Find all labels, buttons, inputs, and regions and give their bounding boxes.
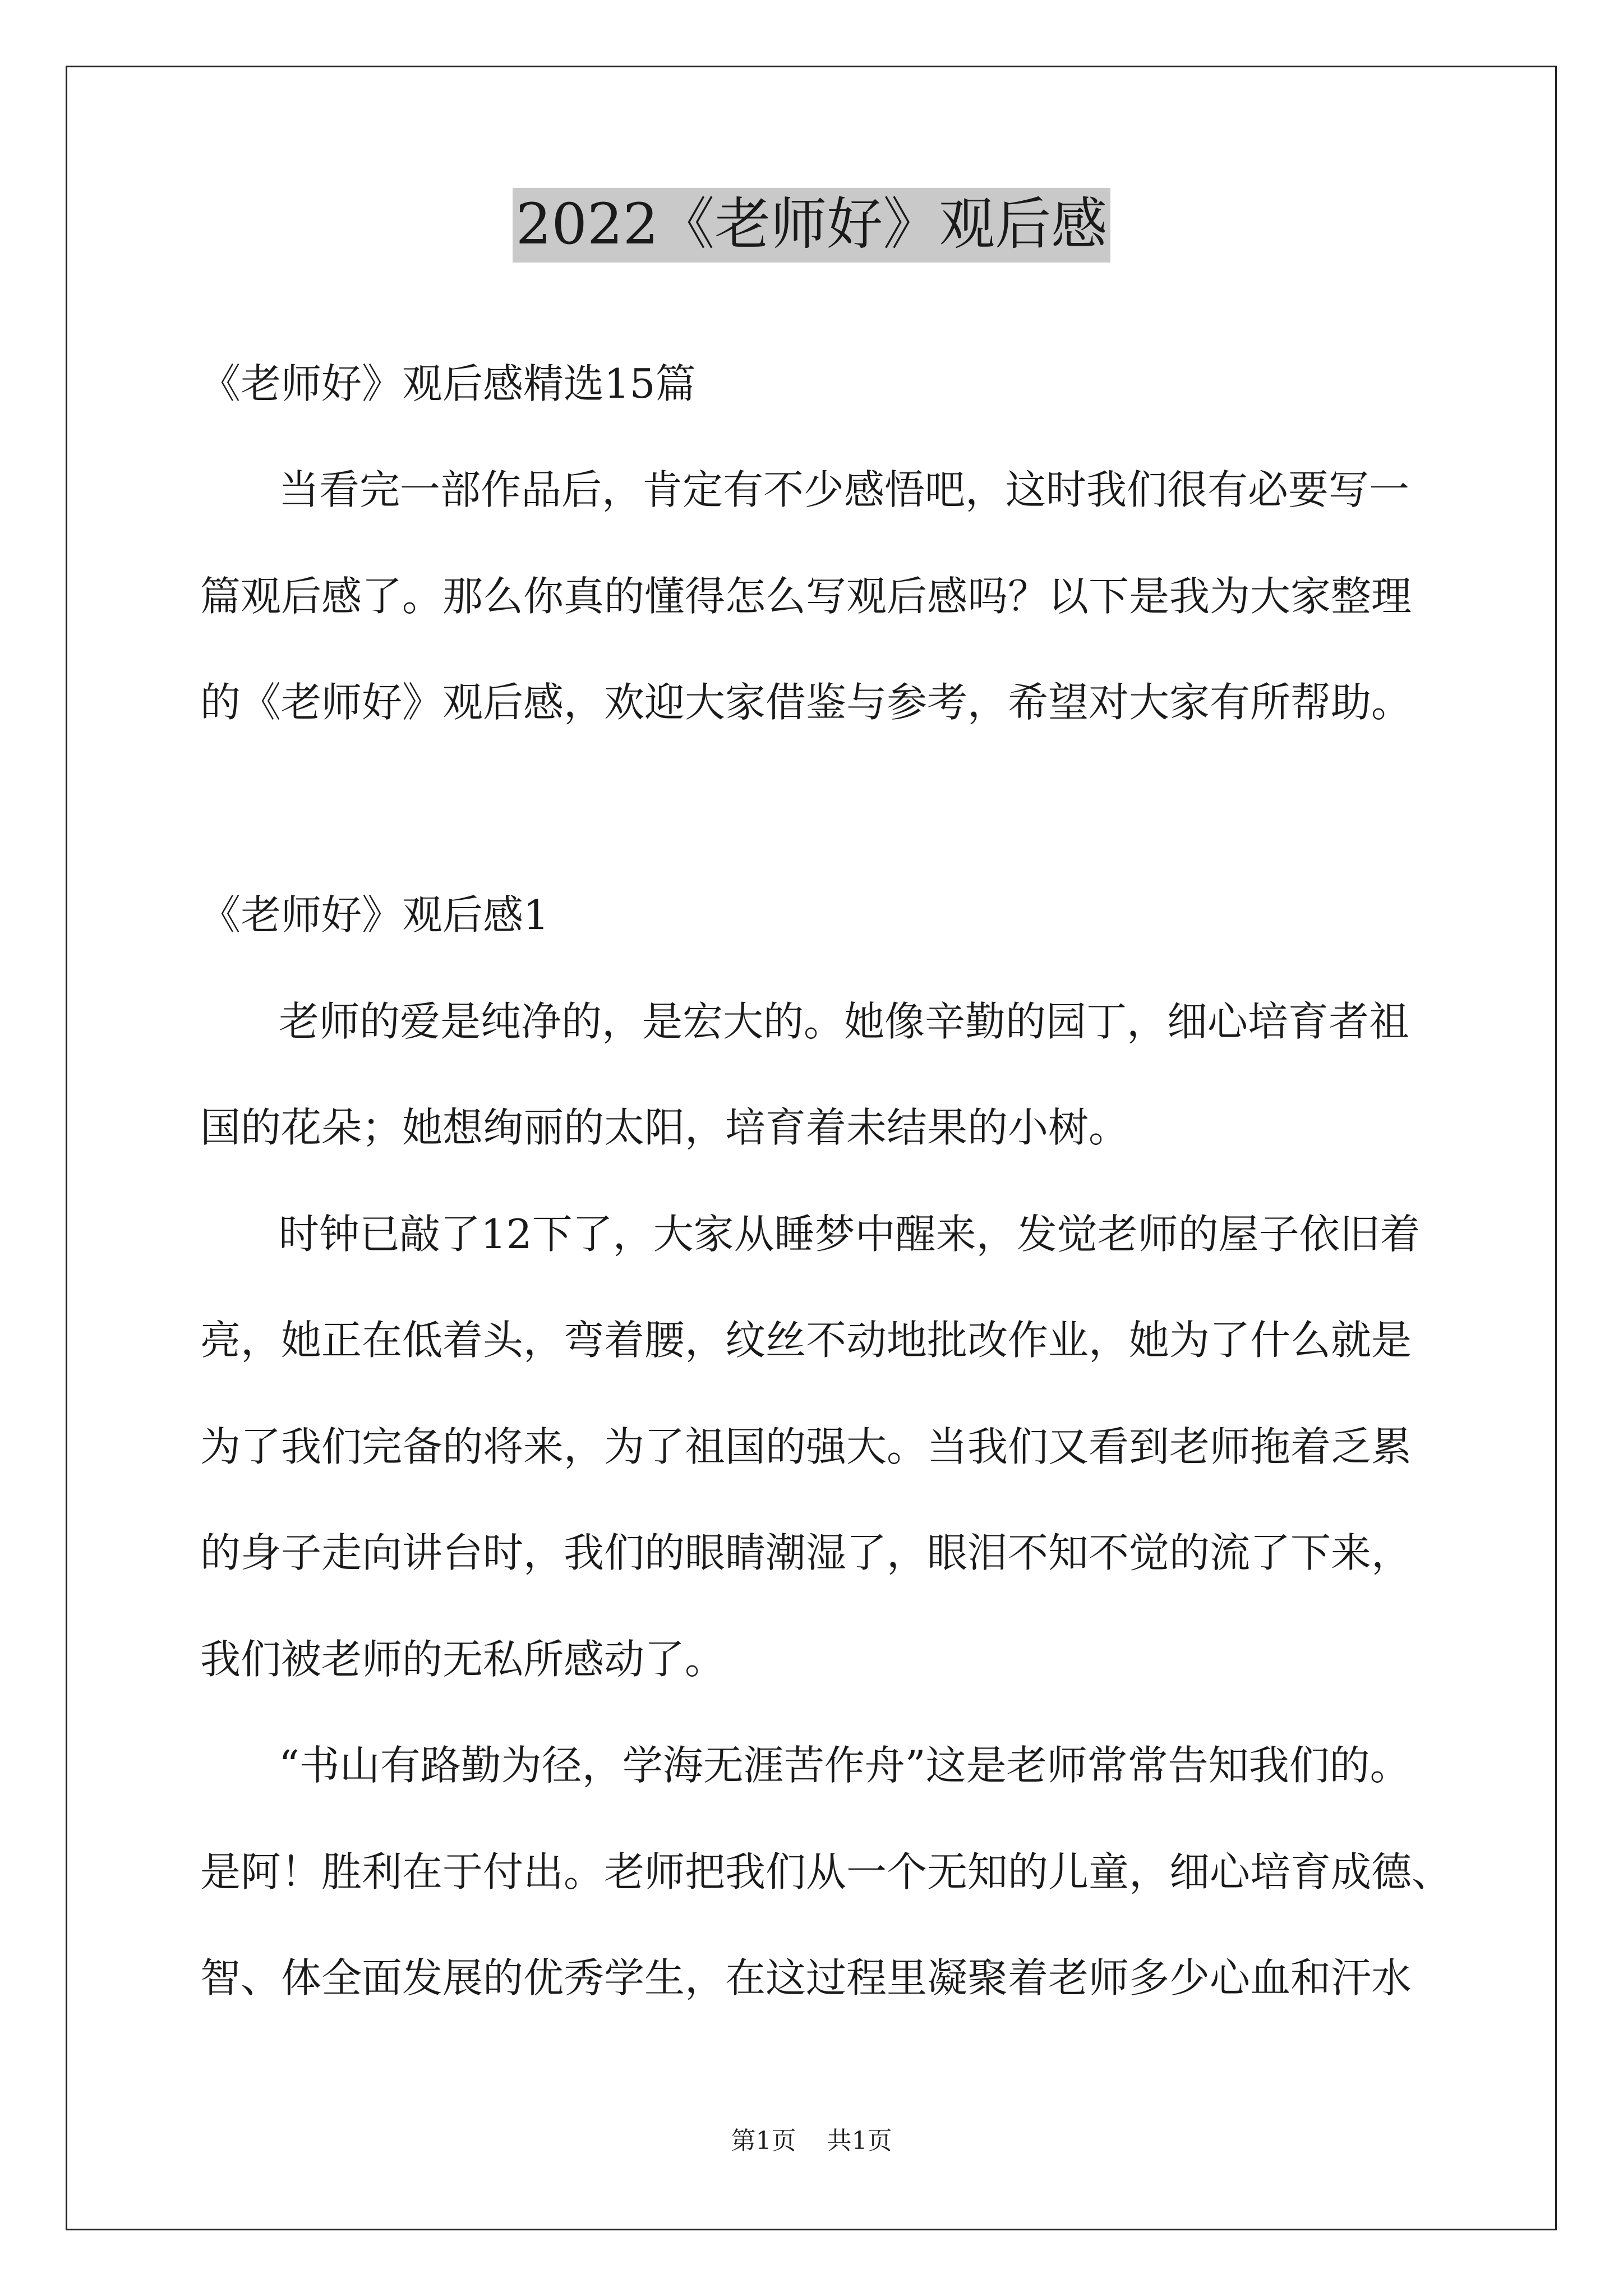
paragraph-line: 时钟已敲了12下了，大家从睡梦中醒来，发觉老师的屋子依旧着 bbox=[279, 1211, 1421, 1258]
intro-line: 篇观后感了。那么你真的懂得怎么写观后感吗？以下是我为大家整理 bbox=[200, 573, 1412, 620]
intro-line: 当看完一部作品后，肯定有不少感悟吧，这时我们很有必要写一 bbox=[279, 466, 1410, 513]
paragraph-line: 为了我们完备的将来，为了祖国的强大。当我们又看到老师拖着乏累 bbox=[200, 1423, 1412, 1470]
section-heading: 《老师好》观后感1 bbox=[200, 891, 549, 938]
paragraph-line: 我们被老师的无私所感动了。 bbox=[200, 1636, 726, 1683]
paragraph-line: 是阿！胜利在于付出。老师把我们从一个无知的儿童，细心培育成德、 bbox=[200, 1848, 1453, 1895]
page-total: 共1页 bbox=[827, 2127, 892, 2155]
paragraph-line: 亮，她正在低着头，弯着腰，纹丝不动地批改作业，她为了什么就是 bbox=[200, 1317, 1412, 1364]
paragraph-line: “书山有路勤为径，学海无涯苦作舟”这是老师常常告知我们的。 bbox=[279, 1742, 1410, 1789]
paragraph-line: 的身子走向讲台时，我们的眼睛潮湿了，眼泪不知不觉的流了下来， bbox=[200, 1529, 1412, 1576]
document-title bbox=[0, 191, 1623, 257]
paragraph-line: 智、体全面发展的优秀学生，在这过程里凝聚着老师多少心血和汗水 bbox=[200, 1954, 1412, 2001]
page-current: 第1页 bbox=[731, 2127, 796, 2155]
paragraph-line: 国的花朵；她想绚丽的太阳，培育着未结果的小树。 bbox=[200, 1104, 1129, 1151]
paragraph-line: 老师的爱是纯净的，是宏大的。她像辛勤的园丁，细心培育者祖 bbox=[279, 998, 1410, 1045]
intro-line: 的《老师好》观后感，欢迎大家借鉴与参考，希望对大家有所帮助。 bbox=[200, 679, 1412, 726]
page-footer bbox=[0, 2129, 1623, 2154]
title-highlight: 2022《老师好》观后感 bbox=[513, 188, 1111, 263]
subtitle: 《老师好》观后感精选15篇 bbox=[200, 360, 696, 407]
